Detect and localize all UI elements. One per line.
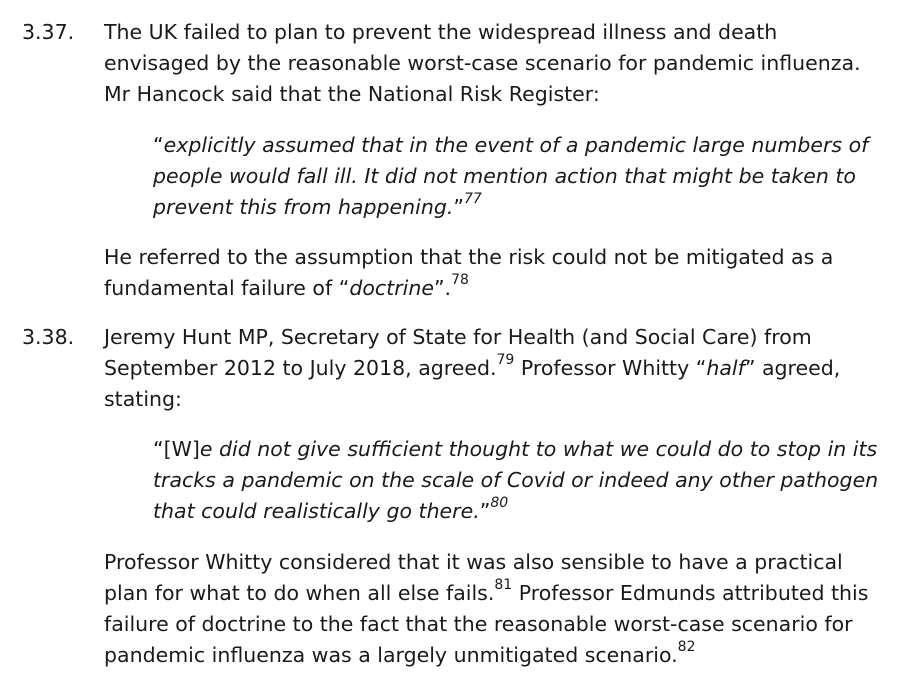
paragraph-intro [104, 17, 889, 110]
follow-text: Professor Whitty considered that it was also sensible to have a practical plan for what to do when all else fails. [104, 550, 843, 605]
footnote-ref[interactable]: 81 [494, 577, 513, 594]
paragraph-number: 3.37. [22, 20, 75, 44]
paragraph-intro [104, 322, 889, 415]
footnote-ref[interactable]: 80 [490, 495, 509, 512]
intro-text-2: Professor Whitty “ [514, 356, 707, 380]
intro-text: The UK failed to plan to prevent the widespread illness and death envisaged by the reasonable worst-case scenario for pandemic influenza. Mr Hancock said that the National Risk Register: [104, 20, 861, 106]
quote-close-mark: ” [479, 499, 491, 523]
quote-close-mark: ” [453, 195, 464, 219]
footnote-ref[interactable]: 82 [677, 639, 696, 656]
paragraph-number: 3.38. [22, 325, 75, 349]
emphasis-text: half [706, 356, 745, 380]
block-quote [153, 130, 893, 223]
intro-text: Jeremy Hunt MP, Secretary of State for Health (and Social Care) from September 2012 to July 2018, agreed. [104, 325, 812, 380]
quote-text: e did not give sufficient thought to what we could do to stop in its tracks a pandemic on the scale of Covid or indeed any other pathogen that could realistically go there. [153, 437, 879, 523]
footnote-ref[interactable]: 78 [451, 272, 469, 289]
paragraph-follow [104, 242, 889, 304]
footnote-ref[interactable]: 77 [463, 191, 482, 208]
follow-text: He referred to the assumption that the risk could not be mitigated as a fundamental failure of “ [104, 245, 834, 300]
footnote-ref[interactable]: 79 [496, 352, 515, 369]
follow-text-end: ”. [433, 276, 452, 300]
quote-text: explicitly assumed that in the event of a pandemic large numbers of people would fall ill. It did not mention action that might be taken to prevent this from happening. [153, 133, 869, 219]
emphasis-text: doctrine [349, 276, 434, 300]
quote-open-mark: “[W] [153, 437, 200, 461]
paragraph-follow [104, 547, 889, 671]
quote-open-mark: “ [153, 133, 164, 157]
follow-text-2: Professor Edmunds attributed this failure of doctrine to the fact that the reasonable worst-case scenario for pandemic influenza was a largely unmitigated scenario. [104, 581, 869, 667]
block-quote [153, 434, 893, 527]
intro-text-3: ” agreed, stating: [104, 356, 841, 411]
